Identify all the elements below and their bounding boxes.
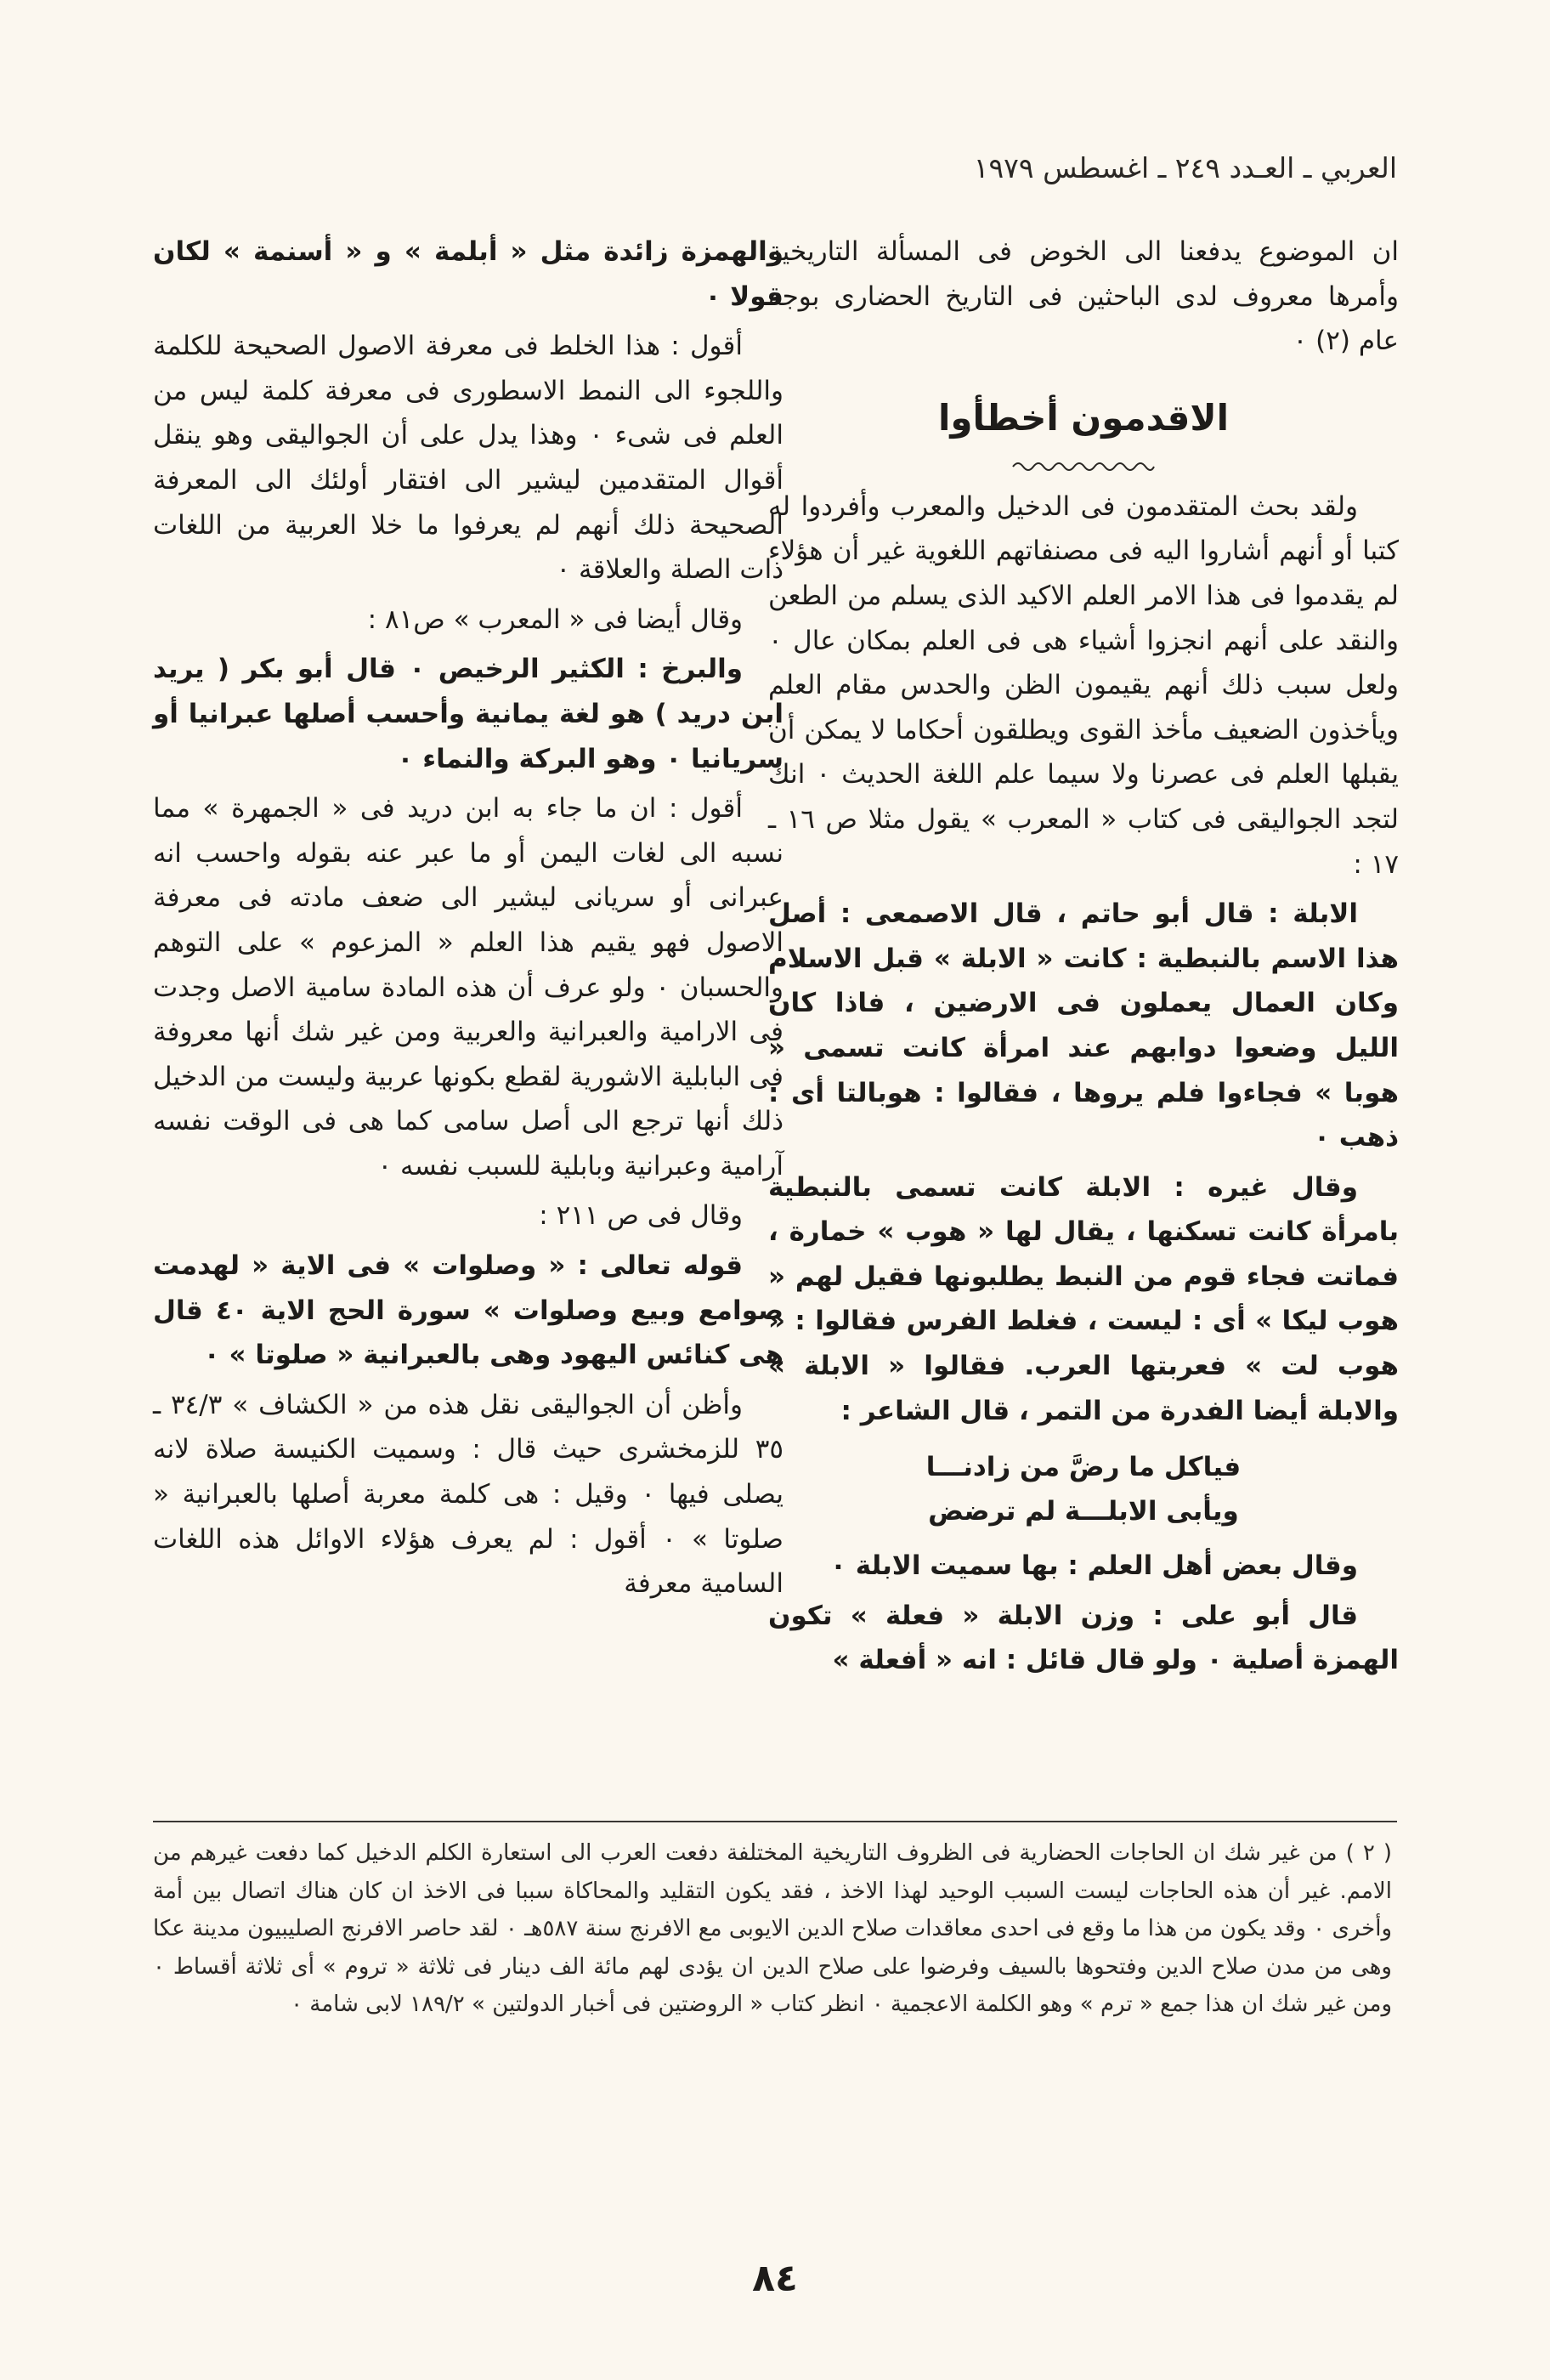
quotation-paragraph: الابلة : قال أبو حاتم ، قال الاصمعى : أصل هذا الاسم بالنبطية : كانت « الابلة » قبل الاسلام وكان العمال يعملون فى الارضين ، فاذا كان الليل وضعوا دوابهم عند امرأة كانت تسمى « هوبا » فجاءوا فلم يروها ، فقالوا : هوبالتا أى : ذهب ٠ (768, 898, 1399, 1153)
footnote-separator (153, 1821, 1397, 1822)
running-header: العربي ـ العـدد ٢٤٩ ـ اغسطس ١٩٧٩ (973, 151, 1397, 184)
quotation-paragraph: قوله تعالى : « وصلوات » فى الاية « لهدمت صوامع وبيع وصلوات » سورة الحج الاية ٤٠ قال هى كنائس اليهود وهى بالعبرانية « صلوتا » ٠ (153, 1250, 783, 1371)
verse-line: فياكل ما رضَّ من زادنـــا (925, 1452, 1242, 1483)
footnote: ( ٢ ) من غير شك ان الحاجات الحضارية فى الظروف التاريخية المختلفة دفعت العرب الى استعارة الكلم الدخيل كما دفعت غيرهم من الامم. غير أن هذه الحاجات ليست السبب الوحيد لهذا الاخذ ، فقد يكون التقليد والمحاكاة سببا فى الاخذ ان كان هناك اتصال بين أمة وأخرى ٠ وقد يكون من هذا ما وقع فى احدى معاقدات صلاح الدين الايوبى مع الافرنج سنة ٥٨٧هـ ٠ لقد حاصر الافرنج الصليبيون مدينة عكا وهى من مدن صلاح الدين وفتحوها بالسيف وفرضوا على صلاح الدين ان يؤدى لهم مائة الف دينار فى ثلاثة « تروم » أى ثلاثة أقساط ٠ ومن غير شك ان هذا جمع « ترم » وهو الكلمة الاعجمية ٠ انظر كتاب « الروضتين فى أخبار الدولتين » ١٨٩/٢ لابى شامة ٠ (153, 1840, 1393, 2017)
page-number: ٨٤ (752, 2257, 798, 2300)
right-column (768, 230, 1399, 1688)
body-paragraph: ولقد بحث المتقدمون فى الدخيل والمعرب وأفردوا له كتبا أو أنهم أشاروا اليه فى مصنفاتهم اللغوية غير أن هؤلاء لم يقدموا فى هذا الامر العلم الاكيد الذى يسلم من الطعن والنقد على أنهم انجزوا أشياء هى فى العلم بمكان عال ٠ ولعل سبب ذلك أنهم يقيمون الظن والحدس مقام العلم ويأخذون الضعيف مأخذ القوى ويطلقون أحكاما لا يمكن أن يقبلها العلم فى عصرنا ولا سيما علم اللغة الحديث ٠ انك لتجد الجواليقى فى كتاب « المعرب » يقول مثلا ص ١٦ ـ ١٧ : (768, 490, 1400, 880)
section-heading: الاقدمون أخطأوا (937, 396, 1230, 439)
body-paragraph: وقال أيضا فى « المعرب » ص٨١ : (367, 604, 743, 635)
body-paragraph: أقول : ان ما جاء به ابن دريد فى « الجمهرة » مما نسبه الى لغات اليمن أو ما عبر عنه بقوله واحسب انه عبرانى أو سريانى ليشير الى ضعف مادته فى معرفة الاصول فهو يقيم هذا العلم « المزعوم » على التوهم والحسبان ٠ ولو عرف أن هذه المادة سامية الاصل وجدت فى الارامية والعبرانية والعربية ومن غير شك أنها معروفة فى البابلية الاشورية لقطع بكونها عربية وليست من الدخيل ذلك أنها ترجع الى أصل سامى كما هى فى الوقت نفسه آرامية وعبرانية وبابلية للسبب نفسه ٠ (153, 793, 783, 1182)
poetry-verse (768, 1445, 1399, 1533)
quotation-paragraph: قال أبو على : وزن الابلة « فعلة » تكون الهمزة أصلية ٠ ولو قال قائل : انه « أفعلة » (768, 1600, 1399, 1676)
quotation-paragraph: والهمزة زائدة مثل « أبلمة » و « أسنمة » لكان قولا ٠ (153, 236, 783, 312)
body-paragraph: وقال فى ص ٢١١ : (539, 1200, 743, 1232)
quotation-paragraph: وقال بعض أهل العلم : بها سميت الابلة ٠ (830, 1550, 1358, 1582)
intro-paragraph: ان الموضوع يدفعنا الى الخوض فى المسألة التاريخية وأمرها معروف لدى الباحثين فى التاريخ الحضارى بوجه عام (٢) ٠ (768, 236, 1399, 357)
wavy-underline-ornament (768, 445, 1399, 484)
quotation-paragraph: وقال غيره : الابلة كانت تسمى بالنبطية بامرأة كانت تسكنها ، يقال لها « هوب » خمارة ، فماتت فجاء قوم من النبط يطلبونها فقيل لهم « هوب ليكا » أى : ليست ، فغلط الفرس فقالوا : « هوب لت » فعربتها العرب. فقالوا « الابلة » والابلة أيضا الفدرة من التمر ، قال الشاعر : (768, 1171, 1399, 1426)
body-paragraph: أقول : هذا الخلط فى معرفة الاصول الصحيحة للكلمة واللجوء الى النمط الاسطورى فى معرفة كلمة ليس من العلم فى شىء ٠ وهذا يدل على أن الجواليقى وهو ينقل أقوال المتقدمين ليشير الى افتقار أولئك الى المعرفة الصحيحة ذلك أنهم لم يعرفوا ما خلا العربية من اللغات ذات الصلة والعلاقة ٠ (153, 331, 783, 586)
left-column (153, 230, 783, 1612)
body-paragraph: وأظن أن الجواليقى نقل هذه من « الكشاف » ٣٤/٣ ـ ٣٥ للزمخشرى حيث قال : وسميت الكنيسة صلاة لانه يصلى فيها ٠ وقيل : هى كلمة معربة أصلها بالعبرانية « صلوتا » ٠ أقول : لم يعرف هؤلاء الاوائل هذه اللغات السامية معرفة (153, 1389, 783, 1600)
verse-line: ويأبى الابلـــة لم ترضض (928, 1496, 1239, 1527)
quotation-paragraph: والبرخ : الكثير الرخيص ٠ قال أبو بكر ( يريد ابن دريد ) هو لغة يمانية وأحسب أصلها عبرانيا أو سريانيا ٠ وهو البركة والنماء ٠ (153, 654, 783, 774)
